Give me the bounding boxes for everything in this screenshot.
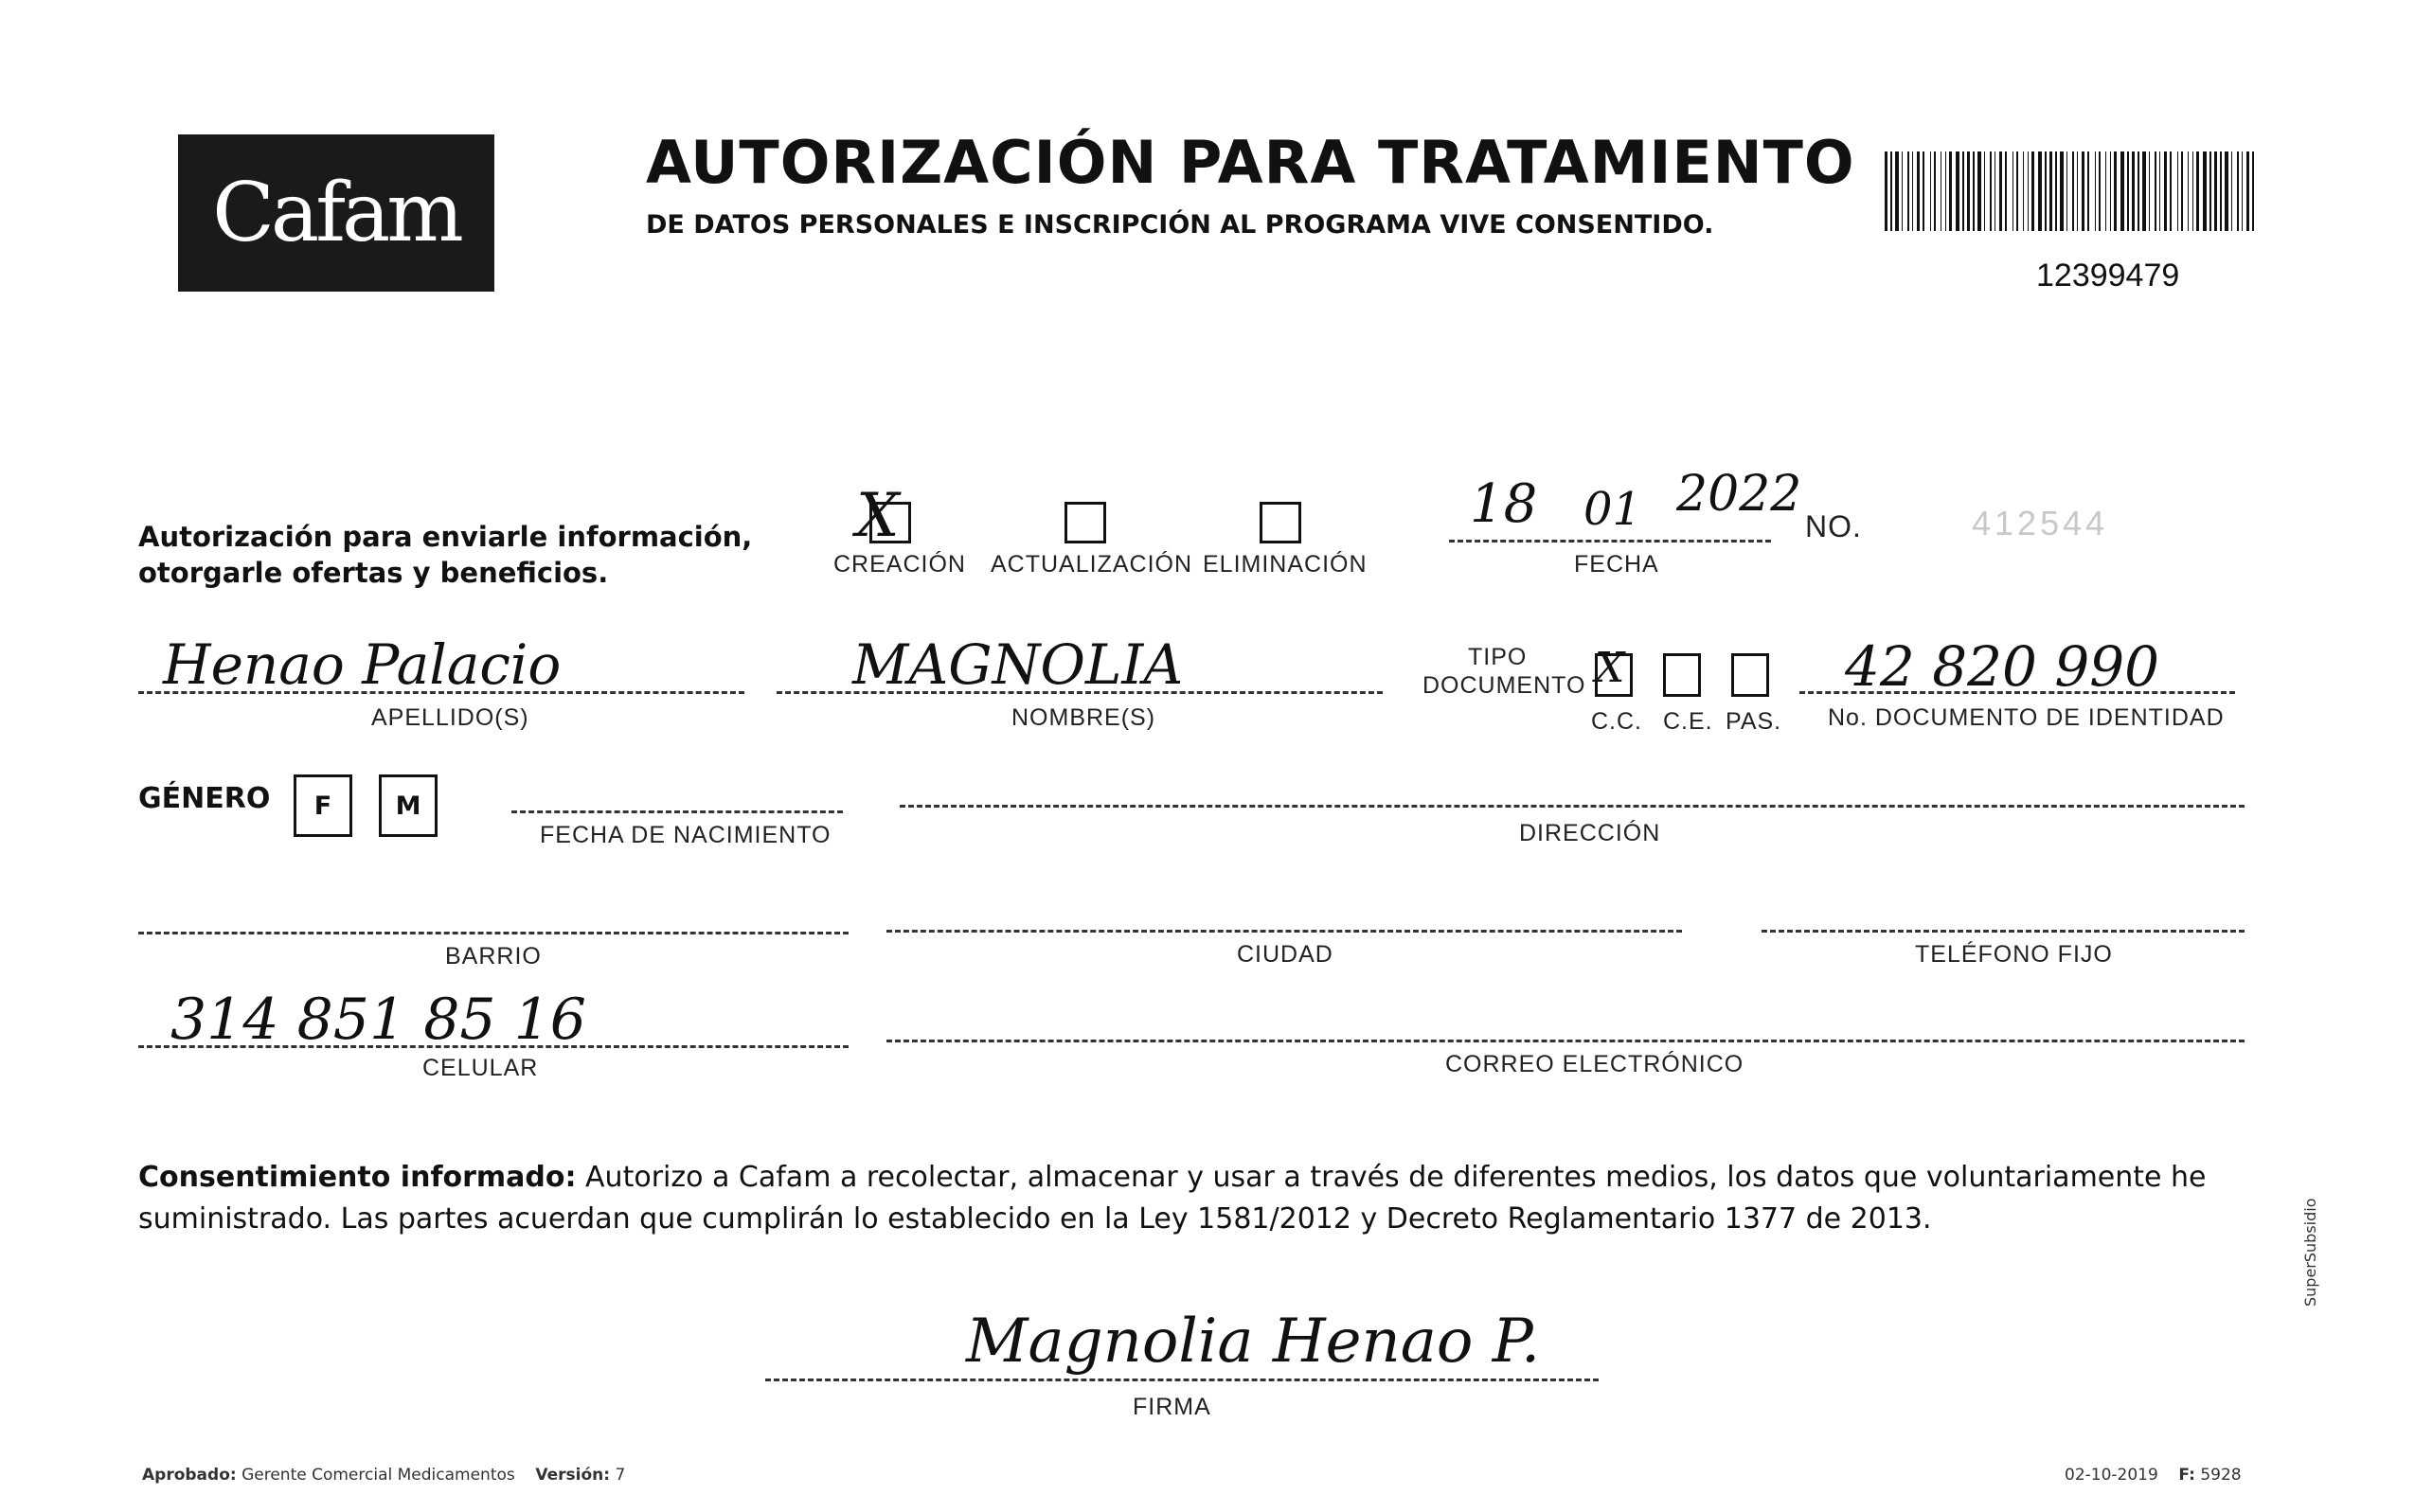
eliminacion-checkbox[interactable] <box>1260 502 1301 543</box>
consent-paragraph <box>138 1157 2231 1240</box>
footer-date: 02-10-2019 <box>2065 1466 2158 1485</box>
form-label: F: <box>2178 1466 2195 1485</box>
barcode-bar <box>2159 151 2160 231</box>
cc-label: C.C. <box>1591 708 1642 735</box>
apellidos-value[interactable]: Henao Palacio <box>163 632 562 697</box>
ciudad-label: CIUDAD <box>1237 941 1333 968</box>
apellidos-underline <box>138 691 744 694</box>
telefono-underline <box>1762 930 2245 933</box>
barcode-bar <box>2246 151 2249 231</box>
barcode-bar <box>2188 151 2189 231</box>
barcode-bar <box>2055 151 2057 231</box>
barcode-bar <box>2049 151 2052 231</box>
actualizacion-checkbox[interactable] <box>1064 502 1106 543</box>
signature-underline <box>765 1379 1599 1381</box>
barcode-bar <box>2127 151 2129 231</box>
version-label: Versión: <box>535 1466 611 1485</box>
tipo-documento-label-1: TIPO <box>1468 644 1528 670</box>
barcode-bar <box>1923 151 1924 231</box>
supersubsidio-vertical-text: SuperSubsidio <box>2301 1198 2319 1307</box>
fecha-day-value[interactable]: 18 <box>1470 473 1538 535</box>
genero-f-checkbox[interactable]: F <box>294 774 352 837</box>
consent-heading: Consentimiento informado: <box>138 1161 577 1194</box>
fecha-nacimiento-label: FECHA DE NACIMIENTO <box>540 822 832 848</box>
barcode-bar <box>2031 151 2034 231</box>
telefono-label: TELÉFONO FIJO <box>1915 941 2113 968</box>
apellidos-label: APELLIDO(S) <box>371 704 529 731</box>
barcode-bar <box>2220 151 2222 231</box>
consent-body: Autorizo a Cafam a recolectar, almacenar y usar a través de diferentes medios, los datos que voluntariamente he suministrado. Las partes acuerdan que cumplirán lo establecido en la Ley 1581/2012 y Decreto Reglamentario 1377 de 2013. <box>138 1161 2207 1236</box>
ce-checkbox[interactable] <box>1663 653 1701 697</box>
barcode-bar <box>2132 151 2135 231</box>
barcode-bar <box>2105 151 2106 231</box>
form-value: 5928 <box>2200 1466 2242 1485</box>
barcode-bar <box>1912 151 1913 231</box>
aprobado-value: Gerente Comercial Medicamentos <box>242 1466 515 1485</box>
direccion-label: DIRECCIÓN <box>1519 820 1661 846</box>
barcode-bar <box>2005 151 2007 231</box>
barcode-bar <box>1895 151 1899 231</box>
footer-form-info <box>2065 1466 2242 1485</box>
barcode-bar <box>1962 151 1964 231</box>
barcode-bar <box>2028 151 2029 231</box>
nombres-underline <box>777 691 1383 694</box>
direccion-underline <box>900 805 2245 808</box>
barcode-bar <box>1930 151 1931 231</box>
nombres-value[interactable]: MAGNOLIA <box>852 632 1184 697</box>
barcode-bar <box>2155 151 2156 231</box>
barcode-bar <box>1967 151 1970 231</box>
barcode-bar <box>1890 151 1892 231</box>
barcode-bar <box>1949 151 1952 231</box>
barcode-bar <box>2082 151 2084 231</box>
barcode-bar <box>2242 151 2243 231</box>
ce-label: C.E. <box>1663 708 1713 735</box>
barcode-bar <box>2177 151 2178 231</box>
barcode-bar <box>2237 151 2239 231</box>
correo-underline <box>886 1040 2245 1042</box>
footer-approval <box>142 1466 625 1485</box>
barcode-bar <box>1990 151 1992 231</box>
barcode-bar <box>1956 151 1959 231</box>
barcode-bar <box>1907 151 1909 231</box>
barcode-bar <box>2023 151 2024 231</box>
creacion-label: CREACIÓN <box>833 551 966 578</box>
version-value: 7 <box>615 1466 626 1485</box>
barcode-bar <box>2209 151 2211 231</box>
barcode-bar <box>2099 151 2101 231</box>
barcode-bar <box>2181 151 2183 231</box>
aprobado-label: Aprobado: <box>142 1466 237 1485</box>
no-label: NO. <box>1805 509 1862 543</box>
barcode-bar <box>2060 151 2064 231</box>
barcode-bar <box>1977 151 1981 231</box>
barrio-label: BARRIO <box>445 943 542 969</box>
signature-label: FIRMA <box>1133 1394 1211 1420</box>
barcode-bar <box>2252 151 2254 231</box>
celular-underline <box>138 1045 849 1048</box>
barcode-bar <box>2016 151 2018 231</box>
barcode-bar <box>2203 151 2207 231</box>
barcode-bar <box>1999 151 2002 231</box>
document-title: AUTORIZACIÓN PARA TRATAMIENTO <box>646 128 1855 197</box>
pas-label: PAS. <box>1726 708 1782 735</box>
barcode-bar <box>2196 151 2199 231</box>
barcode-bar <box>2192 151 2193 231</box>
documento-number-value[interactable]: 42 820 990 <box>1845 634 2160 699</box>
correo-label: CORREO ELECTRÓNICO <box>1445 1051 1744 1077</box>
barcode-bar <box>1984 151 1985 231</box>
fecha-month-value[interactable]: 01 <box>1583 483 1642 536</box>
genero-label: GÉNERO <box>138 782 271 815</box>
barcode-bar <box>2149 151 2150 231</box>
barcode-bar <box>2072 151 2074 231</box>
barcode-bar <box>2138 151 2139 231</box>
nombres-label: NOMBRE(S) <box>1011 704 1156 731</box>
fecha-label: FECHA <box>1574 551 1659 578</box>
genero-m-checkbox[interactable]: M <box>379 774 438 837</box>
barcode-bar <box>2077 151 2078 231</box>
fecha-year-value[interactable]: 2022 <box>1676 466 1802 523</box>
barcode-bar <box>1973 151 1975 231</box>
documento-label: No. DOCUMENTO DE IDENTIDAD <box>1828 704 2225 731</box>
barcode-number: 12399479 <box>2036 258 2180 294</box>
barcode-bar <box>1917 151 1920 231</box>
authorization-text <box>138 519 752 591</box>
eliminacion-label: ELIMINACIÓN <box>1203 551 1368 578</box>
barcode-bar <box>2142 151 2146 231</box>
celular-label: CELULAR <box>422 1055 539 1081</box>
barcode-bar <box>2038 151 2042 231</box>
pas-checkbox[interactable] <box>1731 653 1769 697</box>
documento-underline <box>1799 691 2235 694</box>
cc-check-mark: X <box>1595 644 1625 692</box>
barcode-bar <box>2225 151 2228 231</box>
cafam-logo: Cafam <box>178 134 494 292</box>
barcode-bar <box>2110 151 2111 231</box>
barcode-bar <box>2045 151 2047 231</box>
barcode-bar <box>2170 151 2172 231</box>
barcode-bar <box>2012 151 2013 231</box>
authorization-line-2: otorgarle ofertas y beneficios. <box>138 557 609 589</box>
tipo-documento-label-2: DOCUMENTO <box>1422 672 1586 699</box>
barcode-bar <box>2087 151 2089 231</box>
barcode-bar <box>1885 151 1887 231</box>
celular-value[interactable]: 314 851 85 16 <box>170 987 586 1053</box>
no-value: 412544 <box>1972 504 2109 543</box>
fecha-nacimiento-underline <box>511 810 843 813</box>
barcode-bar <box>2066 151 2067 231</box>
actualizacion-label: ACTUALIZACIÓN <box>991 551 1193 578</box>
barcode-bar <box>2231 151 2232 231</box>
barcode-bar <box>2095 151 2096 231</box>
barcode-bar <box>1902 151 1903 231</box>
barcode-bar <box>2114 151 2117 231</box>
barcode-bar <box>2214 151 2217 231</box>
barcode-bar <box>1945 151 1946 231</box>
ciudad-underline <box>886 930 1682 933</box>
barrio-underline <box>138 932 849 934</box>
fecha-underline <box>1449 540 1771 543</box>
authorization-line-1: Autorización para enviarle información, <box>138 521 753 553</box>
barcode-graphic <box>1885 151 2256 231</box>
barcode-bar <box>1934 151 1936 231</box>
barcode-bar <box>2164 151 2167 231</box>
barcode-bar <box>2120 151 2124 231</box>
signature-value[interactable]: Magnolia Henao P. <box>966 1307 1541 1377</box>
creacion-check-mark: X <box>856 481 900 551</box>
document-subtitle: DE DATOS PERSONALES E INSCRIPCIÓN AL PROGRAMA VIVE CONSENTIDO. <box>646 210 1714 240</box>
